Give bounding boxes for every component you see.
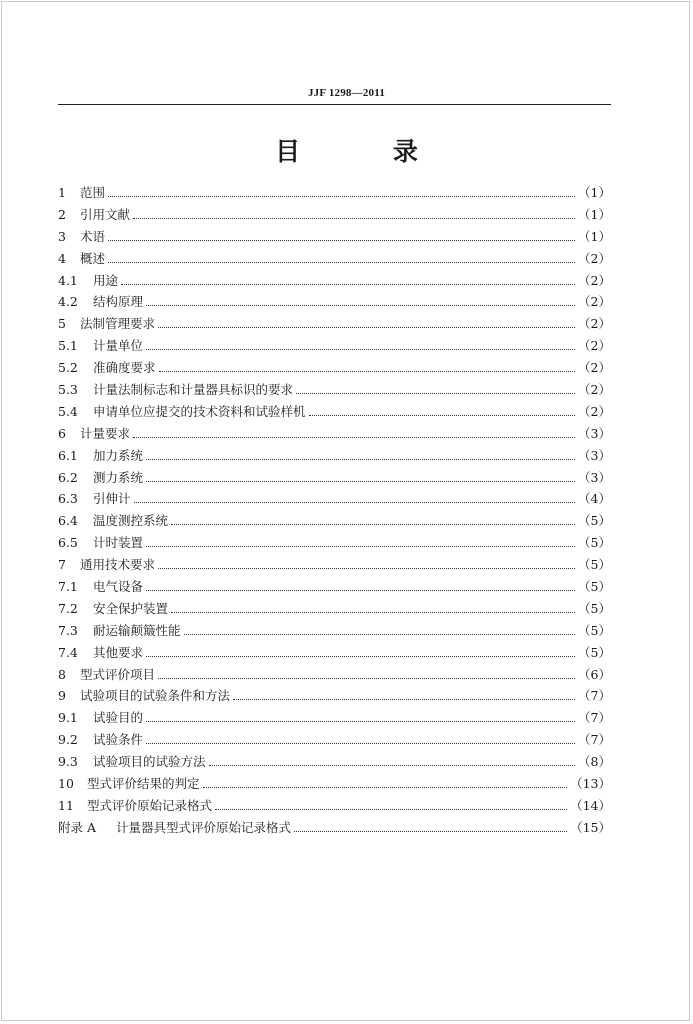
dot-leader	[146, 480, 575, 482]
toc-entry-label: 通用技术要求	[80, 557, 156, 573]
toc-entry[interactable]	[58, 270, 611, 292]
toc-entry-number: 6.1	[58, 447, 78, 463]
toc-entry[interactable]	[58, 401, 611, 423]
toc-entry-label: 计量要求	[80, 425, 131, 441]
dot-leader	[209, 764, 576, 766]
dot-leader	[108, 261, 575, 263]
toc-entry-label: 耐运输颠簸性能	[93, 622, 181, 638]
toc-entry[interactable]	[58, 226, 611, 248]
toc-entry-number: 4.2	[58, 294, 78, 310]
dot-leader	[133, 436, 575, 438]
toc-entry-number: 5.1	[58, 338, 78, 354]
dot-leader	[294, 830, 567, 832]
toc-entry[interactable]	[58, 817, 611, 839]
toc-entry-number: 6.4	[58, 513, 78, 529]
toc-entry-number: 7	[58, 557, 66, 573]
toc-entry-label: 引用文献	[80, 206, 131, 222]
toc-entry-label: 试验项目的试验方法	[93, 754, 206, 770]
toc-entry-page: （6）	[578, 666, 611, 682]
toc-entry-page: （5）	[578, 513, 611, 529]
toc-entry-page: （2）	[578, 403, 611, 419]
toc-entry-number: 9.1	[58, 710, 78, 726]
toc-entry-number: 7.2	[58, 600, 78, 616]
toc-entry-label: 术语	[80, 228, 106, 244]
toc-entry[interactable]	[58, 642, 611, 664]
toc-entry-number: 5	[58, 316, 66, 332]
toc-entry-number: 9.2	[58, 732, 78, 748]
toc-entry-page: （8）	[578, 754, 611, 770]
toc-entry[interactable]	[58, 313, 611, 335]
toc-entry-page: （5）	[578, 644, 611, 660]
toc-entry-number: 4.1	[58, 272, 78, 288]
toc-entry-label: 安全保护装置	[93, 600, 169, 616]
dot-leader	[158, 567, 575, 569]
toc-entry[interactable]	[58, 335, 611, 357]
toc-entry[interactable]	[58, 576, 611, 598]
toc-entry-label: 试验目的	[93, 710, 144, 726]
toc-entry-page: （5）	[578, 535, 611, 551]
toc-entry-label: 试验条件	[93, 732, 144, 748]
toc-entry-label: 申请单位应提交的技术资料和试验样机	[93, 403, 306, 419]
toc-entry-number: 4	[58, 250, 66, 266]
toc-entry-label: 计时装置	[93, 535, 144, 551]
dot-leader	[108, 239, 575, 241]
toc-entry[interactable]	[58, 685, 611, 707]
toc-entry-page: （15）	[570, 819, 611, 835]
toc-entry-page: （2）	[578, 382, 611, 398]
dot-leader	[146, 545, 575, 547]
dot-leader	[146, 655, 575, 657]
toc-entry-label: 测力系统	[93, 469, 144, 485]
toc-entry-page: （5）	[578, 600, 611, 616]
toc-entry-label: 型式评价原始记录格式	[87, 797, 213, 813]
toc-entry-page: （3）	[578, 425, 611, 441]
toc-entry[interactable]	[58, 423, 611, 445]
toc-entry[interactable]	[58, 795, 611, 817]
toc-entry-number: 1	[58, 185, 66, 200]
toc-entry-number: 9.3	[58, 754, 78, 770]
dot-leader	[171, 523, 575, 525]
toc-entry[interactable]	[58, 467, 611, 489]
toc-entry-number: 7.4	[58, 644, 78, 660]
toc-entry-label: 准确度要求	[93, 360, 156, 376]
dot-leader	[171, 611, 575, 613]
dot-leader	[159, 370, 576, 372]
toc-entry-label: 法制管理要求	[80, 316, 156, 332]
toc-entry-number: 3	[58, 228, 66, 244]
dot-leader	[134, 501, 576, 503]
toc-entry-number: 2	[58, 206, 66, 222]
dot-leader	[203, 786, 568, 788]
dot-leader	[184, 633, 576, 635]
dot-leader	[215, 808, 567, 810]
toc-entry-number: 7.3	[58, 622, 78, 638]
toc-entry-label: 计量法制标志和计量器具标识的要求	[93, 382, 294, 398]
toc-entry-label: 计量器具型式评价原始记录格式	[116, 819, 292, 835]
toc-entry[interactable]	[58, 182, 611, 204]
toc-entry-label: 试验项目的试验条件和方法	[80, 688, 231, 704]
toc-entry-label: 用途	[93, 272, 119, 288]
table-of-contents	[58, 182, 611, 839]
toc-entry-page: （2）	[578, 250, 611, 266]
dot-leader	[133, 217, 575, 219]
toc-entry-page: （2）	[578, 294, 611, 310]
dot-leader	[146, 742, 575, 744]
toc-entry-number: 5.4	[58, 403, 78, 419]
toc-entry-page: （3）	[578, 447, 611, 463]
dot-leader	[146, 720, 575, 722]
toc-entry-page: （2）	[578, 272, 611, 288]
toc-entry-number: 8	[58, 666, 66, 682]
toc-entry[interactable]	[58, 598, 611, 620]
toc-entry-page: （7）	[578, 732, 611, 748]
toc-entry[interactable]	[58, 357, 611, 379]
dot-leader	[233, 698, 575, 700]
toc-entry[interactable]	[58, 379, 611, 401]
toc-entry-page: （1）	[578, 185, 611, 200]
toc-entry-label: 温度测控系统	[93, 513, 169, 529]
toc-entry-label: 电气设备	[93, 579, 144, 595]
dot-leader	[146, 348, 575, 350]
toc-entry-label: 计量单位	[93, 338, 144, 354]
toc-entry-label: 型式评价结果的判定	[87, 776, 200, 792]
toc-entry-label: 其他要求	[93, 644, 144, 660]
toc-entry-page: （13）	[570, 776, 611, 792]
toc-title: 目 录	[275, 137, 460, 166]
toc-entry-label: 型式评价项目	[80, 666, 156, 682]
dot-leader	[158, 326, 575, 328]
toc-entry-page: （7）	[578, 688, 611, 704]
running-header: JJF 1298—2011	[307, 87, 386, 99]
toc-entry-page: （3）	[578, 469, 611, 485]
toc-entry[interactable]	[58, 773, 611, 795]
toc-entry-page: （4）	[578, 491, 611, 507]
dot-leader	[108, 195, 575, 197]
toc-entry[interactable]	[58, 532, 611, 554]
toc-entry[interactable]	[58, 248, 611, 270]
toc-entry-page: （2）	[578, 316, 611, 332]
toc-entry-label: 概述	[80, 250, 106, 266]
toc-entry-number: 6.2	[58, 469, 78, 485]
dot-leader	[296, 392, 575, 394]
toc-entry[interactable]	[58, 664, 611, 686]
toc-entry[interactable]	[58, 510, 611, 532]
toc-entry-number: 6	[58, 425, 66, 441]
toc-entry-page: （1）	[578, 206, 611, 222]
toc-entry[interactable]	[58, 204, 611, 226]
dot-leader	[309, 414, 576, 416]
toc-entry-page: （5）	[578, 579, 611, 595]
toc-entry-label: 范围	[80, 185, 106, 200]
toc-entry-number: 7.1	[58, 579, 78, 595]
toc-entry-page: （7）	[578, 710, 611, 726]
dot-leader	[146, 589, 575, 591]
toc-entry-label: 结构原理	[93, 294, 144, 310]
toc-entry-page: （5）	[578, 557, 611, 573]
toc-entry[interactable]	[58, 707, 611, 729]
toc-entry[interactable]	[58, 445, 611, 467]
toc-entry-number: 附录 A	[58, 819, 97, 835]
toc-entry[interactable]	[58, 620, 611, 642]
toc-entry-page: （2）	[578, 360, 611, 376]
toc-entry-page: （5）	[578, 622, 611, 638]
dot-leader	[158, 677, 575, 679]
toc-entry[interactable]	[58, 291, 611, 313]
dot-leader	[146, 458, 575, 460]
toc-entry-number: 6.3	[58, 491, 78, 507]
toc-entry[interactable]	[58, 751, 611, 773]
toc-entry-number: 5.2	[58, 360, 78, 376]
dot-leader	[121, 283, 575, 285]
toc-entry-page: （2）	[578, 338, 611, 354]
toc-entry-page: （14）	[570, 797, 611, 813]
toc-entry-number: 9	[58, 688, 66, 704]
header-rule	[58, 104, 611, 105]
toc-entry-number: 5.3	[58, 382, 78, 398]
toc-entry-page: （1）	[578, 228, 611, 244]
dot-leader	[146, 304, 575, 306]
toc-entry[interactable]	[58, 729, 611, 751]
toc-entry-label: 加力系统	[93, 447, 144, 463]
toc-entry[interactable]	[58, 488, 611, 510]
toc-entry[interactable]	[58, 554, 611, 576]
toc-entry-label: 引伸计	[93, 491, 131, 507]
toc-entry-number: 11	[58, 797, 74, 813]
toc-entry-number: 10	[58, 776, 74, 792]
toc-entry-number: 6.5	[58, 535, 78, 551]
